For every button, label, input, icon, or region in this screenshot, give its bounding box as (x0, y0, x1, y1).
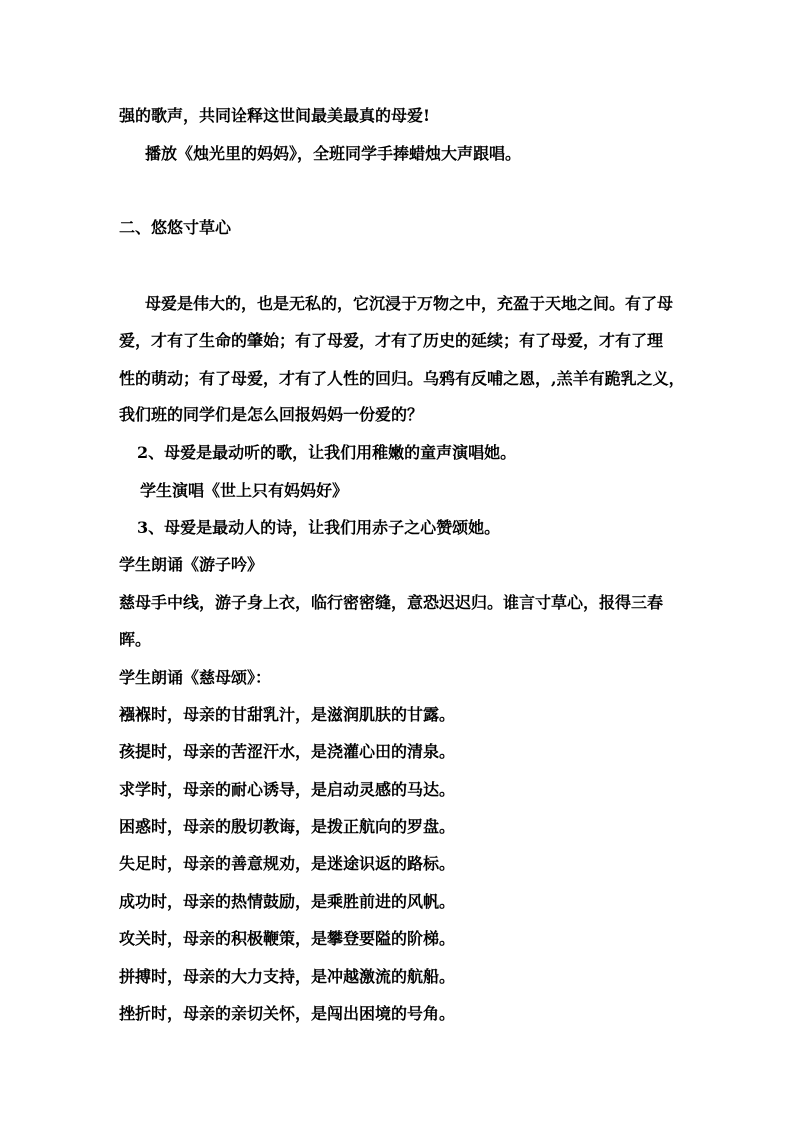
text-line-22: 拼搏时，母亲的大力支持，是冲越激流的航船。 (119, 967, 456, 986)
text-line-20: 成功时，母亲的热情鼓励，是乘胜前进的风帆。 (119, 892, 456, 911)
text-line-4: 母爱是伟大的，也是无私的，它沉浸于万物之中，充盈于天地之间。有了母 (145, 294, 674, 313)
text-line-17: 求学时，母亲的耐心诱导，是启动灵感的马达。 (119, 780, 456, 799)
text-line-21: 攻关时，母亲的积极鞭策，是攀登要隘的阶梯。 (119, 929, 456, 948)
text-line-7: 我们班的同学们是怎么回报妈妈一份爱的？ (119, 405, 424, 424)
text-line-8: 2、母爱是最动听的歌，让我们用稚嫩的童声演唱她。 (137, 443, 517, 462)
text-line-5: 爱，才有了生命的肇始；有了母爱，才有了历史的延续；有了母爱，才有了理 (119, 331, 664, 350)
text-line-1: 强的歌声，共同诠释这世间最美最真的母爱! (119, 106, 431, 125)
text-line-23: 挫折时，母亲的亲切关怀，是闯出困境的号角。 (119, 1004, 456, 1023)
text-line-18: 困惑时，母亲的殷切教诲，是拨正航向的罗盘。 (119, 817, 456, 836)
text-line-6: 性的萌动；有了母爱，才有了人性的回归。乌鸦有反哺之恩，,羔羊有跪乳之义， (119, 369, 685, 388)
text-line-16: 孩提时，母亲的苦涩汗水，是浇灌心田的清泉。 (119, 742, 456, 761)
text-line-12: 慈母手中线，游子身上衣，临行密密缝，意恐迟迟归。谁言寸草心，报得三春 (119, 593, 664, 612)
text-line-2: 播放《烛光里的妈妈》，全班同学手捧蜡烛大声跟唱。 (145, 144, 522, 163)
text-line-10: 3、母爱是最动人的诗，让我们用赤子之心赞颂她。 (137, 518, 501, 537)
text-line-14: 学生朗诵《慈母颂》： (119, 668, 272, 687)
text-line-13: 晖。 (119, 630, 152, 649)
text-line-11: 学生朗诵《游子吟》 (119, 555, 264, 574)
text-line-19: 失足时，母亲的善意规劝，是迷途识返的路标。 (119, 854, 456, 873)
section-heading: 二、悠悠寸草心 (119, 218, 232, 237)
text-line-15: 襁褓时，母亲的甘甜乳汁，是滋润肌肤的甘露。 (119, 705, 456, 724)
text-line-9: 学生演唱《世上只有妈妈好》 (140, 481, 349, 500)
